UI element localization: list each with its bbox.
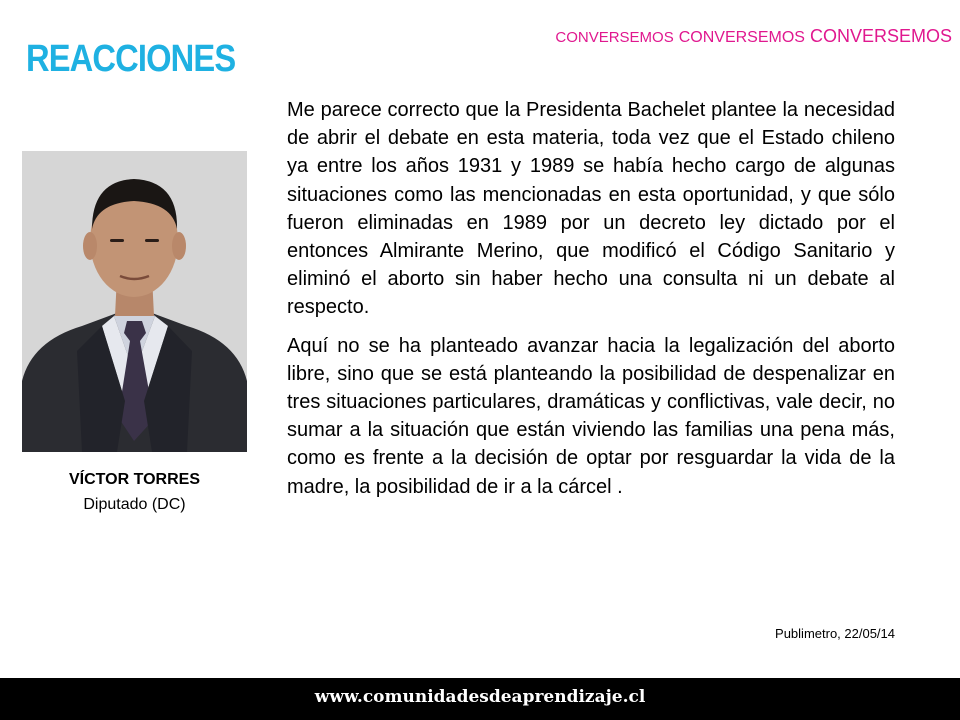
quote-paragraph: Aquí no se ha planteado avanzar hacia la legalización del aborto libre, sino que se está planteando la posibilidad de despenalizar en tres situaciones particulares, dramáticas y conflictivas, vale decir, no sumar a la situación que están viviendo las familias una pena más, como es frente a la decisión de optar por resguardar la vida de la madre, la posibilidad de ir a la cárcel . bbox=[287, 334, 895, 498]
person-role: Diputado (DC) bbox=[83, 496, 186, 513]
banner-word: CONVERSEMOS bbox=[555, 29, 674, 46]
banner-word: CONVERSEMOS bbox=[678, 29, 805, 46]
portrait-illustration bbox=[22, 151, 247, 452]
banner-word: CONVERSEMOS bbox=[809, 26, 952, 46]
quote-body bbox=[287, 96, 895, 511]
conversemos-banner bbox=[550, 27, 952, 46]
quote-paragraph: Me parece correcto que la Presidenta Bachelet plantee la necesidad de abrir el debate en esta materia, toda vez que el Estado chileno ya entre los años 1931 y 1989 se había hecho cargo de algunas situaciones como las mencionadas en esta oportunidad, y que sólo fueron eliminadas en 1989 por un decreto ley dictado por el entonces Almirante Merino, que modificó el Código Sanitario y eliminó el aborto sin haber hecho una consulta ni un debate al respecto. bbox=[287, 99, 895, 319]
person-name: VÍCTOR TORRES bbox=[69, 471, 200, 488]
footer-bar bbox=[0, 678, 960, 720]
portrait-photo bbox=[22, 151, 247, 452]
footer-url: www.comunidadesdeaprendizaje.cl bbox=[314, 687, 646, 707]
page-title: REACCIONES bbox=[26, 38, 236, 80]
source-citation: Publimetro, 22/05/14 bbox=[775, 626, 895, 641]
